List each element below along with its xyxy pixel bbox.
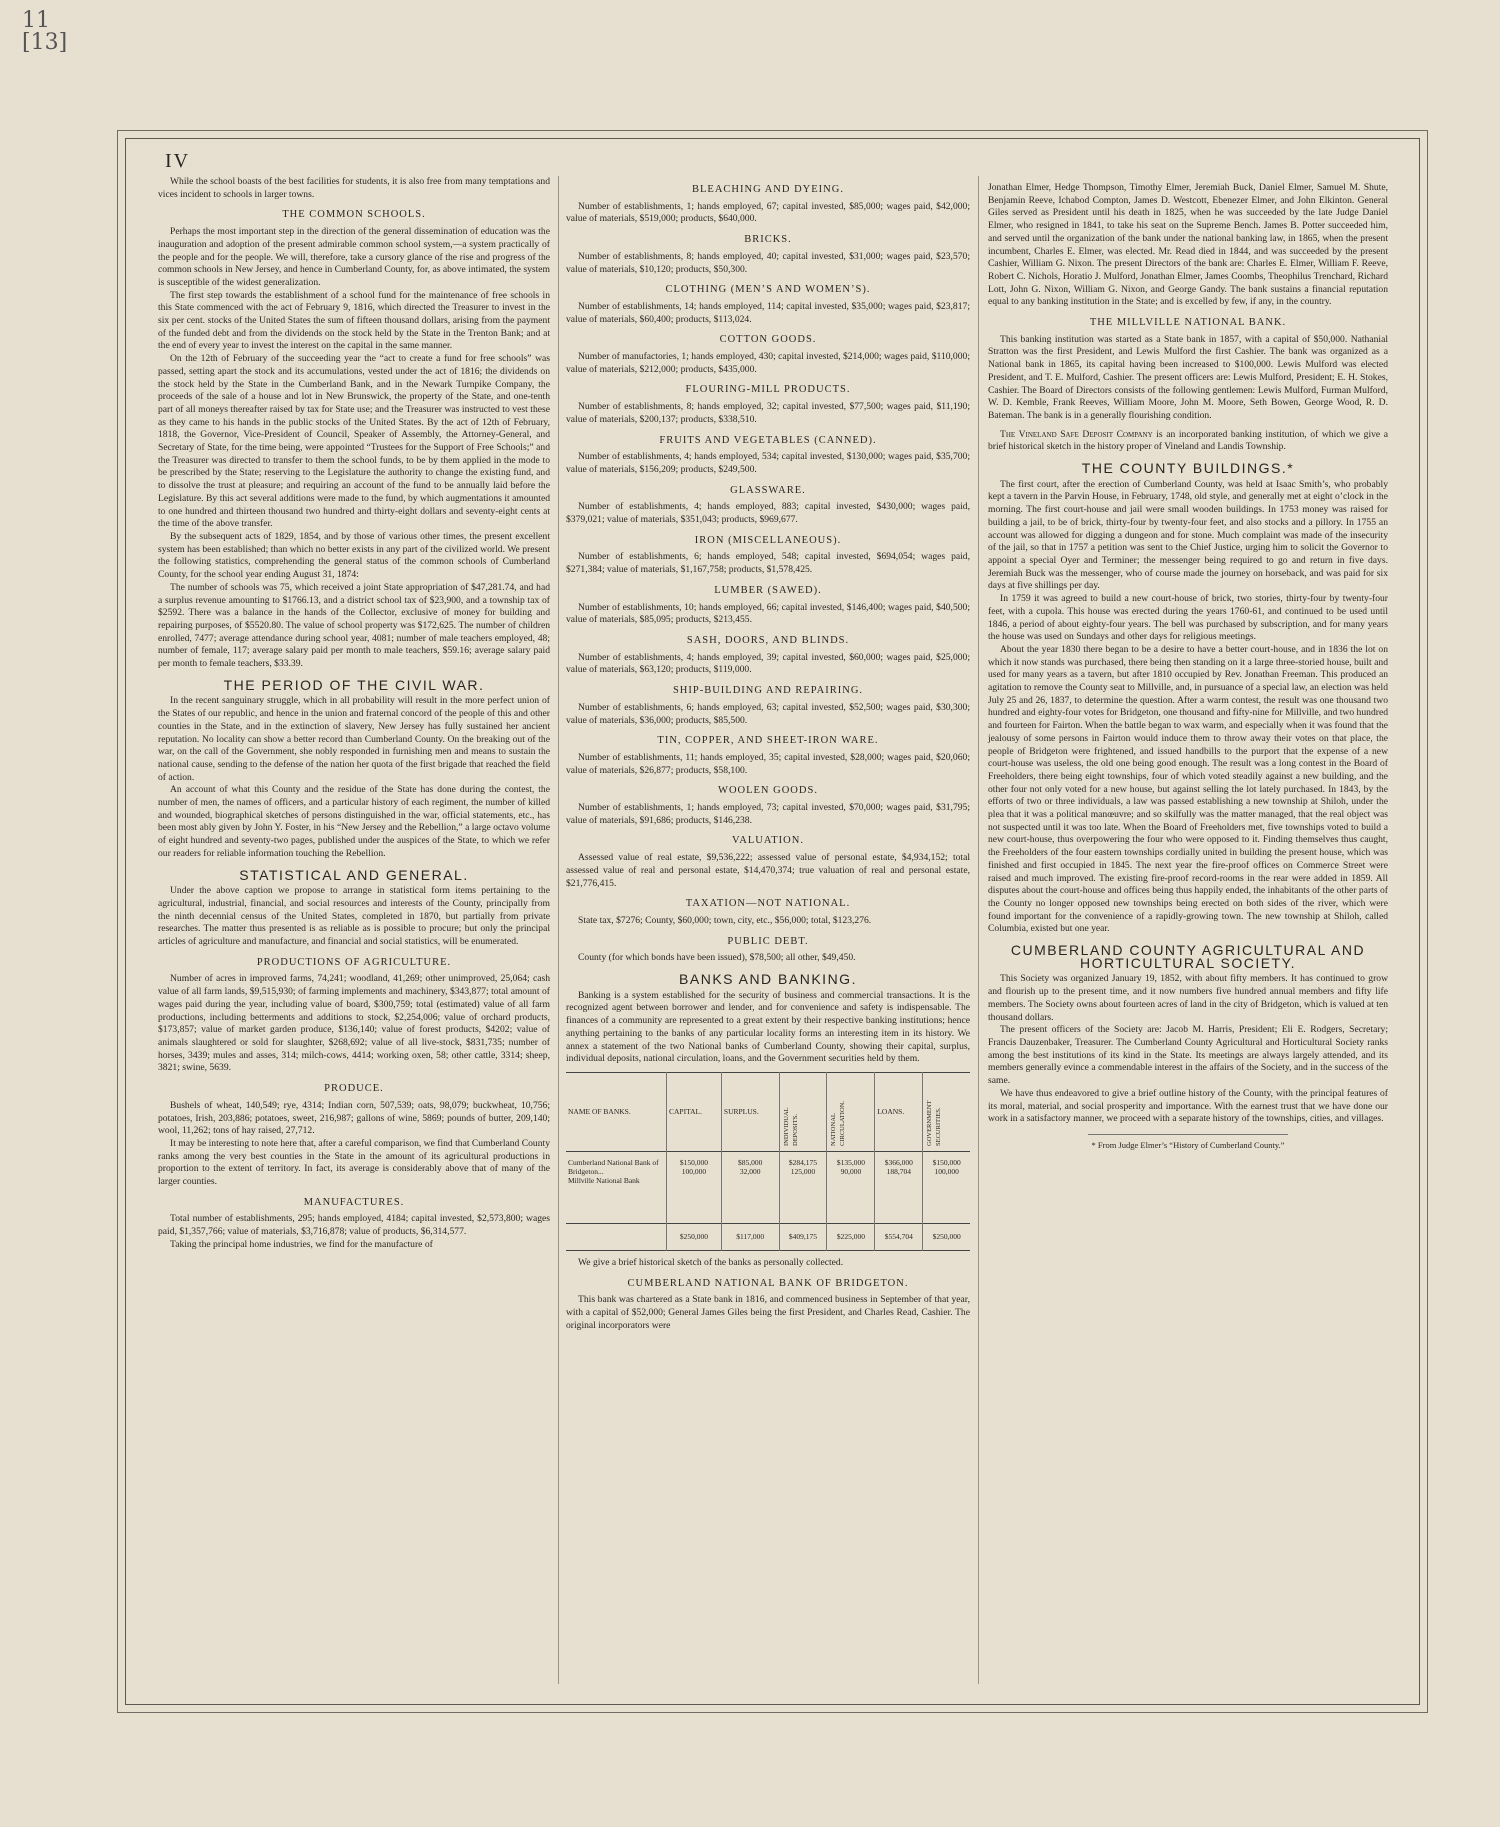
- taxation-text: State tax, $7276; County, $60,000; town, city, etc., $56,000; total, $123,276.: [578, 914, 872, 926]
- industry-heading: FLOURING-MILL PRODUCTS.: [685, 384, 851, 396]
- header-name-of-banks: NAME OF BANKS.: [568, 1107, 631, 1117]
- circulation-cell: $135,000 90,000: [827, 1151, 875, 1223]
- buildings-paragraph-2: In 1759 it was agreed to build a new court-house of brick, two stories, thirty-four by twenty-four feet, with a cupola. This house was erected during the years 1760-61, and continued to be used until 1846, a period of about eighty-four years. The bell was purchased by subscription, and for many years the house was used on Sundays and other days for religious meetings.: [988, 593, 1388, 643]
- column-divider-right: [978, 176, 979, 1684]
- intro-paragraph: While the school boasts of the best facilities for students, it is also free from many temptations and vices incident to schools in larger towns.: [158, 176, 550, 200]
- industry-text: Number of establishments, 6; hands employed, 63; capital invested, $52,500; wages paid, $30,300; value of materials, $36,000; products, $85,500.: [566, 701, 970, 726]
- public-debt-text: County (for which bonds have been issued), $78,500; all other, $49,450.: [578, 952, 856, 964]
- schools-paragraph-4: By the subsequent acts of 1829, 1854, and by those of various other times, the present excellent system has been established; than which no better exists in any part of the civilized world. We present the following statistics, comprehending the general status of the common schools of Cumberland County, for the school year ending August 31, 1874:: [158, 530, 550, 581]
- county-buildings-heading: THE COUNTY BUILDINGS.*: [1081, 460, 1295, 477]
- industry-heading: IRON (MISCELLANEOUS).: [694, 534, 842, 546]
- millville-bank-heading: THE MILLVILLE NATIONAL BANK.: [1089, 317, 1287, 329]
- banks-note: We give a brief historical sketch of the banks as personally collected.: [578, 1256, 844, 1268]
- millville-paragraph: This banking institution was started as a State bank in 1857, with a capital of $50,000. Nathanial Stratton was the first President, and Lewis Mulford the first Cashier. The bank was organized as a National bank in 1865, its capital having been increased to $100,000. Lewis Mulford was elected President, and T. E. Mulford, Cashier. The present officers are: Lewis Mulford, President; E. H. Stokes, Cashier. The Board of Directors consists of the following gentlemen: Lewis Mulford, Furman Mulford, W. D. Kemble, Frank Reeves, William Moore, John M. Moore, Seth Bowen, George Wood, R. D. Bateman. The bank is in a generally flourishing condition.: [988, 333, 1388, 421]
- industry-heading: FRUITS AND VEGETABLES (CANNED).: [659, 434, 877, 446]
- header-government-securities-label: GOVERNMENT SECURITIES.: [926, 1100, 943, 1146]
- vineland-text: is an incorporated banking institution, of which we give a brief historical sketch in the history proper of Vineland and Landis Township.: [988, 428, 1388, 453]
- column-right: [988, 182, 1388, 1152]
- industry-heading: SASH, DOORS, AND BLINDS.: [686, 634, 850, 646]
- total-capital-cell: $250,000: [667, 1223, 722, 1250]
- industry-text: Number of establishments, 8; hands employed, 40; capital invested, $31,000; wages paid, $23,570; value of materials, $10,120; products, $50,300.: [566, 250, 970, 275]
- industry-text: Number of establishments, 4; hands employed, 39; capital invested, $60,000; wages paid, $25,000; value of materials, $63,120; products, $119,000.: [566, 651, 970, 676]
- column-left: [158, 176, 550, 1252]
- table-total-row: [566, 1223, 970, 1250]
- statistical-paragraph: Under the above caption we propose to arrange in statistical form items pertaining to the agricultural, industrial, financial, and social resources and interests of the County, principally from the ninth decennial census of the United States, completed in 1870, but partially from private researches. The matter thus presented is as reliable as is possible to procure; but only the principal articles of agriculture and manufacture, and financial and social statistics, will be enumerated.: [158, 885, 550, 948]
- header-individual-deposits: [779, 1072, 827, 1151]
- total-loans-cell: $554,704: [875, 1223, 923, 1250]
- vineland-paragraph: [988, 429, 1388, 454]
- schools-paragraph-2: The first step towards the establishment of a school fund for the maintenance of free schools in this State commenced with the act of February 9, 1816, which directed the Treasurer to invest in the six per cent. stocks of the United States the sum of fifteen thousand dollars, arising from the payment of the funded debt and from the dividends on the stock held by the State in the Trenton Bank; and at the end of every year to invest the interest on the capital in the same manner.: [158, 289, 550, 352]
- deposits-cell: $284,175 125,000: [779, 1151, 827, 1223]
- industry-text: Number of manufactories, 1; hands employed, 430; capital invested, $214,000; wages paid, $110,000; value of materials, $212,000; products, $435,000.: [566, 351, 970, 375]
- society-paragraph-1: This Society was organized January 19, 1852, with about fifty members. It has continued to grow and flourish up to the present time, and it now numbers five hundred annual members and fifty life members. The Society owns about fourteen acres of land in the city of Bridgeton, which is valued at ten thousand dollars.: [988, 973, 1388, 1023]
- header-loans: LOANS.: [875, 1072, 923, 1151]
- column-divider-left: [558, 176, 559, 1684]
- pencil-margin-note: 11 [13]: [22, 8, 68, 55]
- industry-heading: COTTON GOODS.: [719, 334, 817, 346]
- industry-text: Number of establishments, 8; hands employed, 32; capital invested, $77,500; wages paid, $11,190; value of materials, $200,137; products, $338,510.: [566, 401, 970, 425]
- header-capital: CAPITAL.: [667, 1072, 722, 1151]
- produce-heading: PRODUCE.: [324, 1083, 384, 1095]
- bridgeton-continued: Jonathan Elmer, Hedge Thompson, Timothy Elmer, Jeremiah Buck, Daniel Elmer, Samuel M. Shute, Benjamin Reeve, Ichabod Compton, James D. Westcott, Ebenezer Elmer, and John Elkinton. General Giles served as President until his death in 1825, when he was succeeded by the late Judge Daniel Elmer, who resigned in 1841, to take his seat on the Supreme Bench. James B. Potter succeeded him, and served until the organization of the bank under the national banking law, in 1865, when the present incumbent, Charles E. Elmer, was elected. Mr. Read died in 1844, and was succeeded by the present Cashier, William G. Nixon. The present Directors of the bank are: Charles E. Elmer, William F. Reeve, Robert C. Nichols, Horatio J. Mulford, Jonathan Elmer, James Coombs, Theophilus Trenchard, Richard Lott, John G. Nixon, William G. Nixon, and George Gandy. The bank sustains a financial reputation equal to any banking institution in the State; and is excelled by few, if any, in the country.: [988, 182, 1388, 308]
- taxation-heading: TAXATION—NOT NATIONAL.: [685, 898, 851, 910]
- industry-heading: BLEACHING AND DYEING.: [692, 184, 844, 195]
- table-row: [566, 1151, 970, 1223]
- industry-heading: GLASSWARE.: [730, 484, 806, 496]
- footnote-rule: [1088, 1134, 1288, 1135]
- total-deposits-cell: $409,175: [779, 1223, 827, 1250]
- industry-text: Number of establishments, 1; hands employed, 73; capital invested, $70,000; wages paid, $31,795; value of materials, $91,686; products, $146,238.: [566, 802, 970, 826]
- valuation-heading: VALUATION.: [732, 835, 804, 847]
- manufactures-heading: MANUFACTURES.: [303, 1196, 405, 1208]
- society-paragraph-3: We have thus endeavored to give a brief outline history of the County, with the principal features of its moral, material, and social prosperity and importance. With the earnest trust that we have done our work in a satisfactory manner, we proceed with a separate history of the townships, cities, and villages.: [988, 1087, 1388, 1125]
- statistical-heading: STATISTICAL AND GENERAL.: [239, 866, 469, 883]
- industry-list: [566, 184, 970, 827]
- civil-war-paragraph-2: An account of what this County and the residue of the State has done during the contest, the number of men, the names of officers, and a particular history of each regiment, the number of killed and wounded, biographical sketches of persons distinguished in the war, official statements, etc., has been most ably given by John Y. Foster, in his “New Jersey and the Rebellion,” a large octavo volume of eight hundred and seventy-two pages, published under the auspices of the State, to which we refer our readers for reliable information touching the Rebellion.: [158, 784, 550, 859]
- society-paragraph-2: The present officers of the Society are: Jacob M. Harris, President; Eli E. Rodgers, Secretary; Francis Dauzenbaker, Treasurer. The Cumberland County Agricultural and Horticultural Society ranks among the best institutions of its kind in the State. Its meetings are always largely attended, and its members generally evince a commendable interest in the affairs of the Society, and in the success of the same.: [988, 1024, 1388, 1087]
- industry-text: Number of establishments, 14; hands employed, 114; capital invested, $35,000; wages paid, $23,817; value of materials, $60,400; products, $113,024.: [566, 300, 970, 325]
- produce-paragraph-1: Bushels of wheat, 140,549; rye, 4314; Indian corn, 507,539; oats, 98,079; buckwheat, 10,756; potatoes, Irish, 203,886; potatoes, sweet, 216,987; gallons of wine, 5869; pounds of butter, 209,140; wool, 11,262; tons of hay raised, 27,712.: [158, 1099, 550, 1137]
- footnote: * From Judge Elmer’s “History of Cumberland County.”: [1091, 1139, 1285, 1150]
- schools-paragraph-3: On the 12th of February of the succeeding year the “act to create a fund for free schools” was passed, setting apart the stock and its accumulations, vested under the act of 1816; the dividends on the stock held by the State in the Cumberland Bank, and in the Newark Turnpike Company, the proceeds of the sale of a house and lot in New Brunswick, the property of the State, and one-tenth part of all moneys thereafter raised by tax for State use; and the Treasurer was instructed to vest these as they came to his hands in the public stocks of the United States. By the act of 12th of February, 1818, the Governor, Vice-President of Council, Speaker of Assembly, the Attorney-General, and Secretary of State, for the time being, were appointed “Trustees for the Support of Free Schools;” and the Treasurer was directed to transfer to them the school funds, to be by them applied in the mode to be prescribed by the State; reserving to the Legislature the authority to change the existing fund, and to dissolve the trust at pleasure; and requiring an account of the fund to be annually laid before the Legislature. By this act several additions were made to the fund, by which augmentations it amounted to one hundred and thirteen thousand two hundred and thirty-eight dollars and seventy-eight cents at the time of the above transfer.: [158, 353, 550, 530]
- industry-text: Number of establishments, 11; hands employed, 35; capital invested, $28,000; wages paid, $20,060; value of materials, $26,877; products, $58,100.: [566, 751, 970, 776]
- industry-text: Number of establishments, 4; hands employed, 883; capital invested, $430,000; wages paid, $379,021; value of materials, $351,043; products, $969,677.: [566, 501, 970, 526]
- loans-cell: $366,000 188,704: [875, 1151, 923, 1223]
- total-securities-cell: $250,000: [923, 1223, 970, 1250]
- banks-table-header-row: [566, 1072, 970, 1151]
- industry-text: Number of establishments, 4; hands employed, 534; capital invested, $130,000; wages paid, $35,700; value of materials, $156,209; products, $249,500.: [566, 451, 970, 475]
- column-middle: [566, 176, 970, 1332]
- civil-war-heading: THE PERIOD OF THE CIVIL WAR.: [223, 676, 485, 693]
- banks-paragraph: Banking is a system established for the security of business and commercial transactions. It is the recognized agent between borrower and lender, and for convenience and safety is indispensable. The finances of a community are represented to a great extent by their respective banking institutions; hence anything pertaining to the banks of any particular locality forms an interesting item in its history. We annex a statement of the two National banks of Cumberland County, showing their capital, surplus, individual deposits, national circulation, loans, and the Government securities held by them.: [566, 989, 970, 1065]
- civil-war-paragraph-1: In the recent sanguinary struggle, which in all probability will result in the more perfect union of the States of our republic, and hence in the union and fraternal concord of the people of this and other counties in the State, and in the extinction of slavery, New Jersey has fully sustained her ancient reputation. No locality can show a better record than Cumberland County. On the breaking out of the war, on the call of the Government, she nobly responded in furnishing men and means to sustain the national cause, sending to the defense of the nation her quota of the first brigade that reached the field of action.: [158, 695, 550, 783]
- common-schools-heading: THE COMMON SCHOOLS.: [282, 209, 426, 221]
- manufactures-paragraph-1: Total number of establishments, 295; hands employed, 4184; capital invested, $2,573,800; wages paid, $1,357,766; value of materials, $3,716,878; value of products, $6,314,577.: [158, 1213, 550, 1238]
- agriculture-heading: PRODUCTIONS OF AGRICULTURE.: [256, 956, 452, 968]
- header-surplus: SURPLUS.: [721, 1072, 779, 1151]
- industry-text: Number of establishments, 6; hands employed, 548; capital invested, $694,054; wages paid, $271,384; value of materials, $1,167,758; products, $1,578,425.: [566, 551, 970, 576]
- industry-heading: SHIP-BUILDING AND REPAIRING.: [672, 685, 864, 697]
- industry-heading: LUMBER (SAWED).: [714, 584, 822, 596]
- bank-names-cell: Cumberland National Bank of Bridgeton... Millville National Bank: [566, 1151, 667, 1223]
- header-government-securities: [923, 1072, 970, 1151]
- total-label-cell: [566, 1223, 667, 1250]
- agriculture-paragraph: Number of acres in improved farms, 74,241; woodland, 41,269; other unimproved, 25,064; cash value of all farm lands, $9,515,930; of farming implements and machinery, $343,877; total amount of wages paid during the year, including value of board, $300,759; total (estimated) value of all farm productions, including betterments and additions to stock, $2,254,006; value of orchard products, $173,857; value of market garden produce, $136,140; value of forest products, $4202; value of animals slaughtered or sold for slaughter, $268,692; value of all live-stock, $831,735; number of horses, 3439; mules and asses, 314; milch-cows, 4414; working oxen, 58; other cattle, 3314; sheep, 3821; swine, 5639.: [158, 973, 550, 1074]
- manufactures-paragraph-2: Taking the principal home industries, we find for the manufacture of: [170, 1238, 433, 1250]
- public-debt-heading: PUBLIC DEBT.: [727, 935, 809, 947]
- valuation-text: Assessed value of real estate, $9,536,222; assessed value of personal estate, $4,934,152; total assessed value of real and personal estate, $14,470,374; true valuation of real and personal estate, $21,776,415.: [566, 852, 970, 889]
- banks-table: [566, 1072, 970, 1251]
- vineland-company-name: The Vineland Safe Deposit Company: [1000, 428, 1153, 440]
- header-individual-deposits-label: INDIVIDUAL DEPOSITS.: [782, 1107, 799, 1146]
- capital-cell: $150,000 100,000: [667, 1151, 722, 1223]
- buildings-paragraph-1: The first court, after the erection of Cumberland County, was held at Isaac Smith’s, who probably kept a tavern in the Parvin House, in February, 1748, old style, and generally met at eight o’clock in the morning. The first court-house and jail were small wooden buildings. In 1753 money was raised for building a jail, to be of brick, thirty-four by twenty-four feet, and also stocks and a pillory. In 1755 an account was allowed for digging a dungeon and for stone. Much complaint was made of the insecurity of the jail, so that in 1757 a petition was sent to the Chief Justice, urging him to solicit the Governor to appoint a special Oyer and Terminer; the messenger being required to go and return in five days. Jeremiah Buck was the messenger, who of course made the journey on horseback, and was paid for six days at five shillings per day.: [988, 478, 1388, 592]
- bridgeton-bank-heading: CUMBERLAND NATIONAL BANK OF BRIDGETON.: [627, 1277, 909, 1289]
- industry-text: Number of establishments, 10; hands employed, 66; capital invested, $146,400; wages paid, $40,500; value of materials, $85,095; products, $213,455.: [566, 601, 970, 626]
- securities-cell: $150,000 100,000: [923, 1151, 970, 1223]
- total-circulation-cell: $225,000: [827, 1223, 875, 1250]
- schools-paragraph-1: Perhaps the most important step in the direction of the general dissemination of education was the inauguration and adoption of the present admirable common school system,—a system practically of the people and for the people. We will, therefore, take a cursory glance of the rise and progress of the common schools in New Jersey, and hence in Cumberland County, for, as above intimated, the system is susceptible of the widest generalization.: [158, 226, 550, 288]
- buildings-paragraph-3: About the year 1830 there began to be a desire to have a better court-house, and in 1836 the lot on which it now stands was purchased, there being then standing on it a large three-storied house, built and used for many years as a tavern, but after 1810 occupied by Rev. Jonathan Freeman. This produced an agitation to remove the County seat to Millville, and, in pursuance of a special law, an election was held July 25 and 26, 1837, to determine the question. After a warm contest, the result was one thousand two hundred and eighty-four votes for Bridgeton, one thousand and fifty-nine for Millville, and two hundred and fourteen for Fairton. When the battle began to wax warm, and especially when it was found that the jealousy of some persons in Fairton would induce them to throw away their votes on that place, the people of Bridgeton were frightened, and issued handbills to the purport that the expense of a new court-house was useless, the old one being good enough. The result was a long contest in the Board of Freeholders, there being eight townships, four of which voted steadily against a new building, and the other four not only voted for a new house, but against selling the lot lately purchased. In 1843, by the efforts of two or three individuals, a law was passed establishing a new township at Shiloh, under the plea that it was a political manœuvre; and so skilfully was the matter managed, that the real object was not suspected until it was too late. When the Board of Freeholders met, five townships voted to build a new court-house, thus overpowering the four who were opposed to it. Finding themselves thus caught, the Freeholders of the four eastern townships cordially united in building the present house, which was finished and first occupied in 1845. The next year the fire-proof offices on Commerce Street were raised and much improved. The existing fire-proof record-rooms in the rear were added in 1859. All disputes about the court-house and offices being thus happily ended, the inhabitants of the other parts of the County no longer opposed new townships being erected on both sides of the river, which were found important for the convenience of a rapidly-growing town. The new township at Shiloh, called Columbia, existed but one year.: [988, 643, 1388, 935]
- bridgeton-paragraph: This bank was chartered as a State bank in 1816, and commenced business in September of that year, with a capital of $52,000; General James Giles being the first President, and Charles Read, Cashier. The original incorporators were: [566, 1294, 970, 1331]
- banks-heading: BANKS AND BANKING.: [679, 971, 857, 988]
- total-surplus-cell: $117,000: [721, 1223, 779, 1250]
- industry-text: Number of establishments, 1; hands employed, 67; capital invested, $85,000; wages paid, $42,000; value of materials, $519,000; products, $640,000.: [566, 200, 970, 225]
- industry-heading: CLOTHING (MEN’S AND WOMEN’S).: [665, 284, 871, 296]
- header-national-circulation: [827, 1072, 875, 1151]
- header-national-circulation-label: NATIONAL CIRCULATION.: [830, 1101, 847, 1146]
- industry-heading: BRICKS.: [744, 234, 792, 246]
- agricultural-society-heading: CUMBERLAND COUNTY AGRICULTURAL AND HORTICULTURAL SOCIETY.: [1010, 942, 1366, 971]
- schools-paragraph-5: The number of schools was 75, which received a joint State appropriation of $47,281.74, and had a surplus revenue amounting to $1766.13, and a district school tax of $23,900, and a township tax of $2592. There was a balance in the hands of the Collector, exclusive of money for building and repairing purposes, of $5520.80. The value of school property was $172,625. The number of children enrolled, 7477; average attendance during school year, 4081; number of male teachers employed, 48; number of female, 117; average salary paid per month to male teachers, $59.16; average salary paid per month to female teachers, $33.39.: [158, 581, 550, 670]
- industry-heading: TIN, COPPER, AND SHEET-IRON WARE.: [657, 735, 879, 747]
- page-number: IV: [165, 150, 191, 172]
- industry-heading: WOOLEN GOODS.: [718, 785, 818, 797]
- surplus-cell: $85,000 32,000: [721, 1151, 779, 1223]
- produce-paragraph-2: It may be interesting to note here that, after a careful comparison, we find that Cumberland County ranks among the very best counties in the State in the amount of its agricultural productions in proportion to the extent of territory. In fact, its average is considerably above that of many of the larger counties.: [158, 1137, 550, 1188]
